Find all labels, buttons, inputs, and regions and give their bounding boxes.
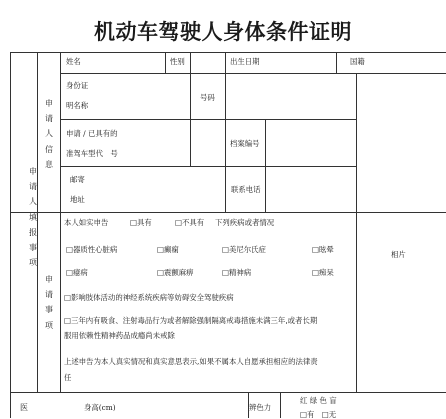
birth-date-label: 出生日期 — [230, 57, 260, 66]
archive-number-field[interactable] — [268, 122, 353, 163]
application-items-label: 申请事项 — [45, 275, 53, 330]
id-label-line1: 身份证 — [66, 81, 89, 90]
id-number-field[interactable] — [228, 76, 353, 117]
height-field[interactable] — [140, 395, 244, 417]
condition-heart-disease[interactable]: □器质性心脏病 — [66, 245, 118, 254]
birth-date-field[interactable] — [268, 54, 332, 71]
declaration-intro: 本人如实申告 — [64, 218, 109, 227]
id-number-label: 号码 — [200, 93, 215, 102]
postal-label-line2: 地址 — [70, 195, 85, 204]
condition-drugs-line2: 服用依赖性精神药品成瘾尚未戒除 — [64, 331, 175, 340]
phone-label: 联系电话 — [231, 185, 261, 194]
condition-hysteria[interactable]: □癔病 — [66, 268, 88, 277]
declaration-yes-checkbox[interactable]: □具有 — [130, 218, 152, 227]
statement-line1: 上述申告为本人真实情况和真实意思表示,如果不属本人自愿承担相应的法律责 — [64, 357, 318, 366]
condition-dementia[interactable]: □痴呆 — [312, 268, 334, 277]
condition-psychosis[interactable]: □精神病 — [222, 268, 252, 277]
nationality-label: 国籍 — [350, 57, 365, 66]
gender-label: 性别 — [170, 57, 185, 66]
name-label: 姓名 — [66, 57, 81, 66]
gender-field[interactable] — [193, 54, 223, 71]
condition-drugs-line1[interactable]: □三年内有吸食、注射毒品行为或者解除强制隔离戒毒措施未满三年,或者长期 — [64, 316, 318, 325]
form-table — [0, 52, 446, 418]
condition-parkinson[interactable]: □震颤麻痹 — [157, 268, 194, 277]
condition-epilepsy[interactable]: □癫痫 — [157, 245, 179, 254]
license-label-line1: 申请 / 已具有的 — [66, 129, 118, 138]
height-label: 身高(cm) — [84, 403, 116, 412]
postal-address-field[interactable] — [96, 169, 222, 210]
condition-meniere[interactable]: □美尼尔氏症 — [222, 245, 266, 254]
color-blindness-label: 红 绿 色 盲 — [300, 396, 337, 405]
license-label-line2: 准驾车型代 号 — [66, 149, 118, 158]
condition-vertigo[interactable]: □眩晕 — [312, 245, 334, 254]
color-vision-label: 辨色力 — [249, 403, 272, 412]
document-title: 机动车驾驶人身体条件证明 — [94, 20, 352, 44]
license-type-field[interactable] — [140, 122, 222, 163]
statement-line2: 任 — [64, 373, 72, 382]
condition-neuro-disease[interactable]: □影响肢体活动的神经系统疾病等妨碍安全驾驶疾病 — [64, 293, 234, 302]
applicant-filled-items-label: 申请人填报事项 — [29, 167, 37, 268]
color-blindness-options[interactable]: □有 □无 — [300, 410, 337, 419]
medical-section-label: 医 — [20, 403, 28, 412]
id-label-line2: 明名称 — [66, 101, 89, 110]
name-field[interactable] — [92, 54, 162, 71]
archive-number-label: 档案编号 — [230, 139, 260, 148]
photo-label: 相片 — [391, 250, 406, 259]
photo-area[interactable] — [357, 74, 446, 391]
phone-field[interactable] — [268, 169, 353, 210]
declaration-no-checkbox[interactable]: □不具有 — [175, 218, 205, 227]
declaration-intro-tail: 下列疾病或者情况 — [215, 218, 275, 227]
applicant-info-label: 申请人信息 — [45, 99, 53, 169]
postal-label-line1: 邮寄 — [70, 175, 85, 184]
nationality-field[interactable] — [378, 54, 442, 71]
